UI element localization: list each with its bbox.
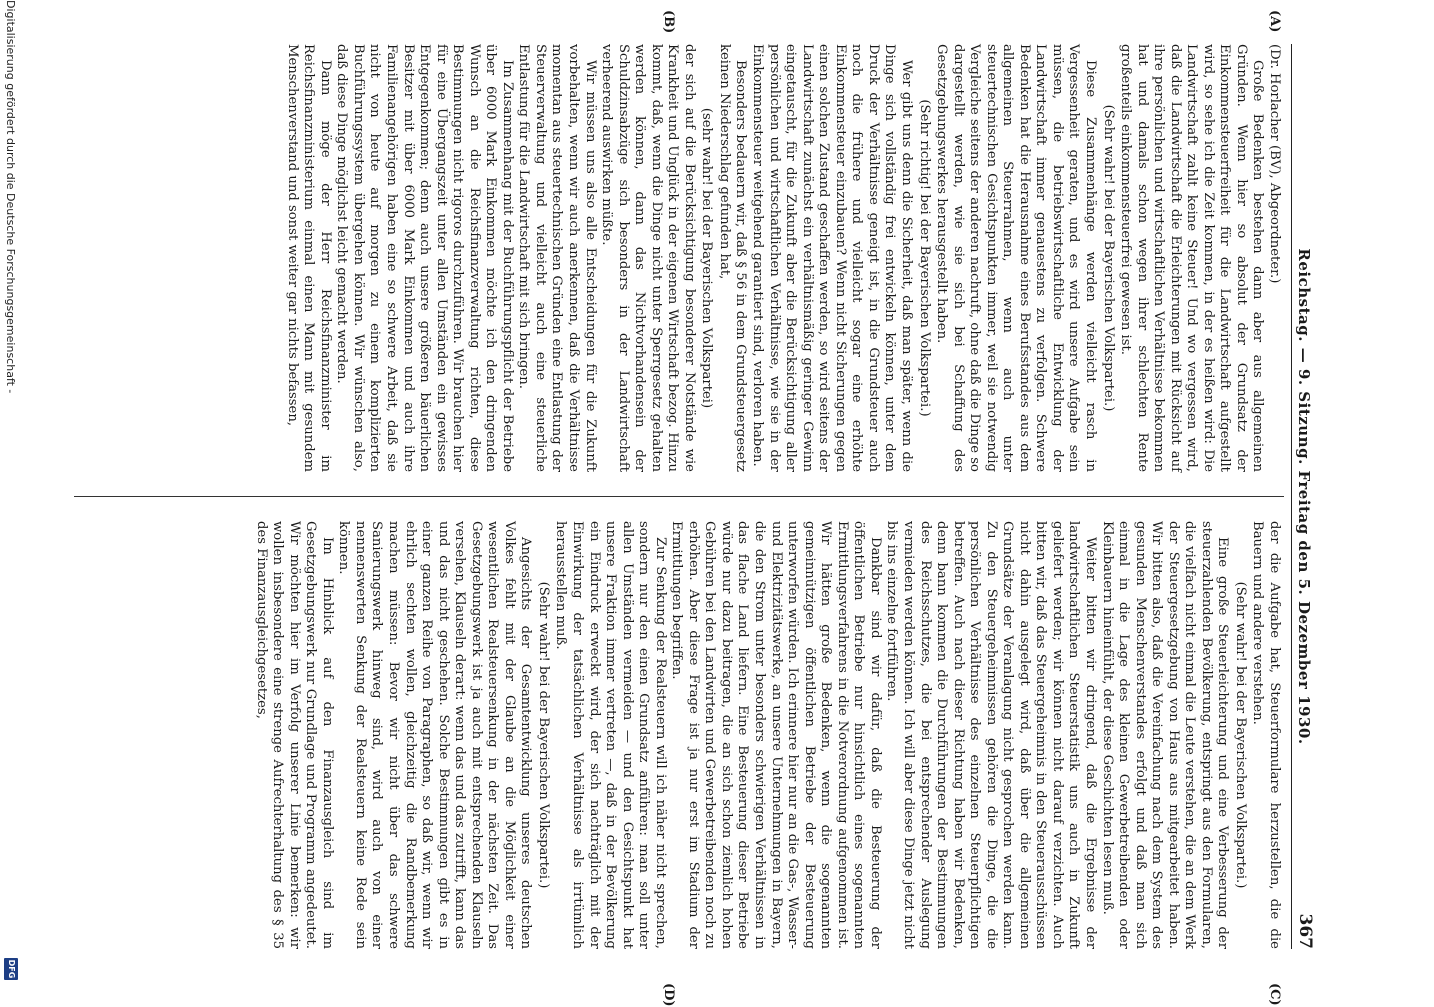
paragraph: Angesichts der Gesamtentwicklung unseres deutschen Volkes fehlt mit der Glaube an die Möglichkeit einer wesentlichen Realsteuersenkung in der nächsten Zeit. Das Gesetzgebungswerk ist ja auch mit entsprechenden Klauseln versehen, Klauseln derart: wenn das und das zutrifft, kann das und das nicht geschehen. Solche Bestimmungen gibt es in einer ganzen Reihe von Paragraphen, so daß wir, wenn wir ehrlich sechten wollen, gleichzeitig die Randbemerkung machen müssen: Bevor wir nicht über das schwere Sanierungswerk hinweg sind, wird auch von einer nennenswerten Senkung der Realsteuern keine Rede sein können. [336,521,534,949]
margin-mark-b: (B) [661,10,676,34]
margin-mark-c: (C) [1267,983,1282,1006]
paragraph: der sich auf die Berücksichtigung besonderer Notstände wie Krankheit und Unglück in der eigenen Wirtschaft bezog. Hinzu kommt, daß, wenn die Dinge nicht unter Sperrgesetz gehalten werden können, dann das Nichtvorhandensein der Schuldzinsabzüge sich besonders in der Landwirtschaft verheerend auswirken müßte. [599,44,697,472]
interjection: (Sehr richtig! bei der Bayerischen Volkspartei.) [916,99,932,417]
document-scan [68,10,1318,1007]
digitization-credit [0,0,18,1000]
left-text-column [283,44,1282,472]
paragraph: Im Hinblick auf den Finanzausgleich sind im Gesetzgebungswerk nur Grundlage und Programm angedeutet. Wir möchten hier im Verfolg unserer Linie bemerken: wir wollen insbesondere eine strenge Aufrechterhaltung des § 35 des Finanzausgleichgesetzes, [253,521,335,949]
page-header [1291,44,1318,949]
paragraph: Eine große Steuerleichterung und eine Verbesserung der steuerzahlenden Bevölkerung, entspringt aus den Formularen, die vielfach nicht einmal die Leute verstehen, die an dem Werk der Steuergesetzgebung von Haus aus mitgearbeitet haben. Wir bitten also, daß die Vereinfachung nach dem System des gesunden Menschenverstandes erfolgt und daß man sich einmal in die Lage des kleinen Gewerbetreibenden oder Kleinbauern hineinfühlt, der diese Geschichten lesen muß. [1099,521,1231,949]
paragraph: Wir müssen uns also alle Entscheidungen für die Zukunft vorbehalten, wenn wir auch anerkennen, daß die Verhältnisse momentan aus steuertechnischen Gründen eine Entlastung der Steuerverwaltung und vielleicht auch eine steuerliche Entlastung für die Landwirtschaft mit sich bringen. [516,44,598,472]
interjection: (sehr wahr! bei der Bayerischen Volkspartei) [699,107,715,409]
paragraph: Dann möge der Herr Reichsfinanzminister im Reichsfinanzministerium einmal einen Mann mit gesundem Menschenverstand und sonst weiter gar nichts befassen, [284,44,333,472]
margin-mark-d: (D) [661,983,676,1007]
credit-text: Digitalisierung gefördert durch die Deutsche Forschungsgemeinschaft - [4,0,17,394]
margin-mark-a: (A) [1267,10,1282,33]
paragraph: Im Zusammenhang mit der Buchführungspflicht der Betriebe über 6000 Mark Einkommen möchte ich den dringenden Wunsch an die Reichsfinanzverwaltung richten, diese Bestimmungen nicht rigoros durchzuführen. Wir brauchen hier für eine Übergangszeit unter allen Umständen ein gewisses Entgegenkommen; denn auch unsere größeren bäuerlichen Besitzer mit über 6000 Mark Einkommen und auch ihre Familienangehörigen haben eine so schwere Arbeit, daß sie nicht von heute auf morgen zu einem komplizierten Buchführungssystem übergehen können. Wir wünschen also, daß diese Dinge möglichst leicht gemacht werden. [334,44,515,472]
paragraph: Dankbar sind wir dafür, daß die Besteuerung der öffentlichen Betriebe nur hinsichtlich eines sogenannten Ermittlungsverfahrens in die Notverordnung aufgenommen ist. Wir hätten große Bedenken, wenn die sogenannten gemeinnützigen öffentlichen Betriebe der Besteuerung unterworfen würden. Ich erinnere hier nur an die Gas-, Wasser- und Elektrizitätswerke, an unsere Unternehmungen in Bayern, die den Strom unter besonders schwierigen Verhältnissen in das flache Land liefern. Eine Besteuerung dieser Betriebe würde nur dazu beitragen, die an sich schon ziemlich hohen Gebühren bei den Landwirten und Gewerbetreibenden noch zu erhöhen. Aber diese Frage ist ja nur erst im Stadium der Ermittlungen begriffen. [669,521,883,949]
paragraph: Zur Senkung der Realsteuern will ich näher nicht sprechen, sondern nur den einen Grundsatz anführen: man soll unter allen Umständen vermeiden — und den Gesichtspunkt hat unsere Fraktion immer vertreten —, daß in der Bevölkerung ein Eindruck erweckt wird, der sich nachträglich mit der Einwirkung der tatsächlichen Verhältnisse als irrtümlich herausstellen muß. [553,521,668,949]
paragraph: Große Bedenken bestehen dann aber aus allgemeinen Gründen. Wenn hier so absolut der Grundsatz der Einkommensteuerfreiheit für die Landwirtschaft aufgestellt wird, so sehe ich die Zeit kommen, in der es heißen wird: Die Landwirtschaft zahlt keine Steuer! Und wo vergessen wird, daß die Landwirtschaft die Erleichterungen mit Rücksicht auf ihre persönlichen und wirtschaftlichen Verhältnisse bekommen hat und damals schon wegen ihrer schlechten Rente großenteils einkommensteuerfrei gewesen ist. [1118,44,1266,472]
paragraph: Wer gibt uns denn die Sicherheit, daß man später, wenn die Dinge sich vollständig frei entwickeln können, unter dem Druck der Verhältnisse geneigt ist, in die Grundsteuer auch noch die frühere und vielleicht sogar eine erhöhte Einkommensteuer einzubauen? Wenn nicht Sicherungen gegen einen solchen Zustand geschaffen werden, so wird seitens der Landwirtschaft zunächst ein verhältnismäßig geringer Gewinn eingetauscht, für die Zukunft aber die Berücksichtigung aller persönlichen und wirtschaftlichen Verhältnisse, wie sie in der Einkommensteuer weitgehend garantiert sind, verloren haben. [750,44,914,472]
paragraph: Diese Zusammenhänge werden vielleicht rasch in Vergessenheit geraten, und es wird unsere Aufgabe sein müssen, die betriebswirtschaftliche Entwicklung der Landwirtschaft immer genauestens zu verfolgen. Schwere Bedenken hat die Herausnahme eines Berufsstandes aus dem allgemeinen Steuerrahmen, wenn auch unter steuertechnischen Gesichtspunkten immer, weil sie notwendig Vergleiche seitens der anderen nachruft, ohne daß die Dinge so dargestellt werden, wie sie sich bei Schaffung des Gesetzgebungswerkes herausgestellt haben. [934,44,1098,472]
right-text-column [252,521,1282,949]
paragraph: Besonders bedauern wir, daß § 56 in dem Grundsteuergesetz keinen Niederschlag gefunden hat, [716,44,749,472]
speaker-tag: (Dr. Horlacher (BV), Abgeordneter.) [1267,44,1282,284]
paragraph: Weiter bitten wir dringend, daß die Ergebnisse der landwirtschaftlichen Steuerstatistik uns auch in Zukunft geliefert werden; wir können nicht darauf verzichten. Auch bitten wir, daß das Steuergeheimnis in den Steuerausschüssen nicht dahin ausgelegt wird, daß über die allgemeinen Grundsätze der Veranlagung nicht gesprochen werden kann. Zu den Steuergeheimnissen gehören die Dinge, die die persönlichen Verhältnisse des einzelnen Steuerpflichtigen betreffen. Auch nach dieser Richtung haben wir Bedenken, denn bann kommen die Durchführungen der Bestimmungen des Reichsschutzes, die bei entsprechender Auslegung vermieden werden können. Ich will aber diese Dinge jetzt nicht bis ins einzelne fortführen. [884,521,1098,949]
running-header: Reichstag. — 9. Sitzung. Freitag den 5. Dezember 1930. [1295,248,1313,745]
column-divider [74,496,1284,497]
dfg-logo: DFG [4,958,18,980]
interjection: (Sehr wahr! bei der Bayerischen Volkspartei.) [1100,104,1116,412]
page-number: 367 [1295,913,1315,949]
paragraph: der die Aufgabe hat, Steuerformulare herzustellen, die die Bauern und andere verstehen. [1250,521,1282,949]
interjection: (Sehr wahr! bei der Bayerischen Volkspartei.) [1232,581,1248,889]
interjection: (Sehr wahr! bei der Bayerischen Volkspartei.) [535,581,551,889]
